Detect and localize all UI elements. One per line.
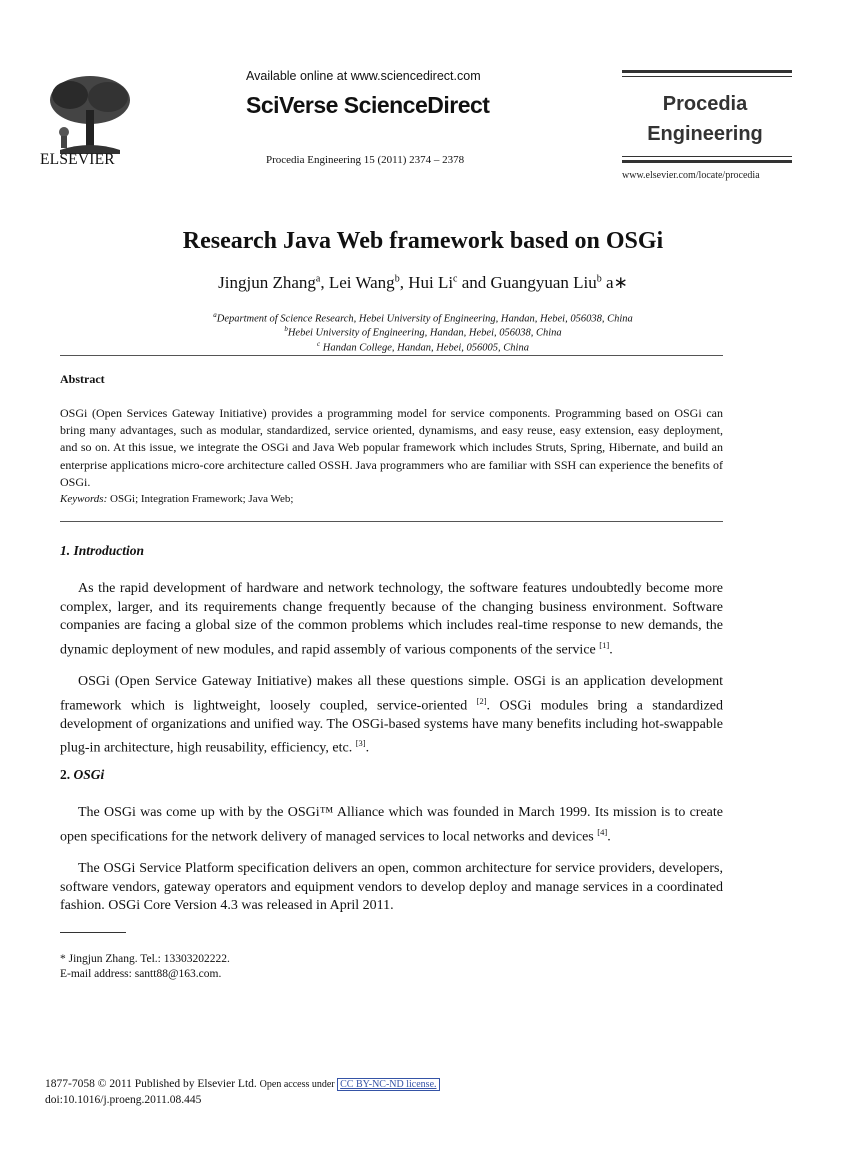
paragraph-text: . OSGi modules bring a standardized development of organizations and unified way. The OSGi-based systems have many benefits including hot-swappable plug-in architecture, high reusability, efficiency, etc.: [60, 698, 723, 756]
author-name: Jingjun Zhang: [218, 273, 316, 292]
paragraph-text: The OSGi was come up with by the OSGi™ Alliance which was founded in March 1999. Its mission is to create open specifications for the network delivery of managed services to local networks and devices: [60, 805, 723, 845]
affiliation-sup: a: [213, 311, 217, 319]
journal-reference: Procedia Engineering 15 (2011) 2374 – 2378: [266, 154, 465, 166]
author-name: Guangyuan Liu: [490, 273, 597, 292]
paragraph: [60, 804, 723, 847]
footnote-line: * Jingjun Zhang. Tel.: 13303202222.: [60, 953, 230, 965]
author-affil-sup: c: [453, 273, 458, 285]
paragraph-text: .: [609, 642, 613, 658]
paragraph-text: As the rapid development of hardware and network technology, the software features undoubtedly become more complex, larger, and its requirements change frequently because of the changing business environment. Software companies are facing a global size of the common problems which includes real-time response to new demands, the dynamic deployment of new modules, and rapid assembly of various components of the service: [60, 581, 723, 658]
available-online: Available online at www.sciencedirect.com: [246, 69, 481, 83]
section-heading: [60, 767, 104, 783]
journal-bottom-rule: [622, 160, 792, 163]
abstract-text: OSGi (Open Services Gateway Initiative) provides a programming model for service components. Programming based on OSGi can bring many advantages, such as modular, standardized, service oriented, dynamisms, and easy reuse, easy extension, easy deployment, and so on. At this issue, we integrate the OSGi and Java Web popular framework which includes Struts, Spring, Hibernate, and build an enterprise applications micro-core architecture called OSSH. Java programmers who are familiar with SSH can experience the benefits of OSGi.: [60, 406, 723, 489]
author-name: Hui Li: [408, 273, 454, 292]
affiliation-text: Department of Science Research, Hebei University of Engineering, Handan, Hebei, 056038, China: [216, 313, 633, 325]
section-number: 2.: [60, 767, 74, 782]
section-heading-text: OSGi: [73, 767, 105, 782]
paragraph: [60, 673, 723, 758]
open-access-text: Open access under: [259, 1079, 338, 1090]
paragraph-text: .: [607, 829, 611, 845]
paper-title: Research Java Web framework based on OSGi: [182, 228, 664, 254]
keywords-label: Keywords:: [60, 493, 108, 505]
citation[interactable]: [1]: [599, 639, 610, 650]
paragraph: The OSGi Service Platform specification delivers an open, common architecture for service providers, developers, software vendors, gateway operators and equipment vendors to develop deploy and manage services in a coordinated fashion. OSGi Core Version 4.3 was released in April 2011.: [60, 861, 723, 913]
affiliation-text: Handan College, Handan, Hebei, 056005, China: [320, 342, 529, 354]
affiliation-sup: c: [317, 340, 321, 348]
paragraph: [60, 580, 723, 660]
journal-bottom-rule-thin: [622, 156, 792, 157]
citation[interactable]: [3]: [355, 738, 366, 749]
paragraph-text: .: [365, 740, 370, 756]
author-affil-sup: a: [315, 273, 321, 285]
affiliation-text: Hebei University of Engineering, Handan, Hebei, 056038, China: [287, 327, 562, 339]
abstract-heading: Abstract: [60, 372, 105, 386]
paragraph-text: OSGi (Open Service Gateway Initiative) makes all these questions simple. OSGi is an application development framework which is lightweight, loosely coupled, service-oriented: [60, 674, 723, 714]
license-link[interactable]: CC BY-NC-ND license.: [337, 1078, 439, 1091]
divider: [60, 521, 723, 522]
journal-title-line1: Procedia: [662, 93, 748, 115]
keywords: [60, 493, 293, 505]
journal-top-rule: [622, 70, 792, 73]
affiliation-sup: b: [284, 325, 288, 333]
doi[interactable]: doi:10.1016/j.proeng.2011.08.445: [45, 1094, 202, 1106]
author-sep: ,: [320, 273, 329, 292]
author-sep: a∗: [601, 273, 628, 292]
footnote-rule: [60, 932, 126, 933]
journal-top-rule-thin: [622, 76, 792, 77]
journal-url: www.elsevier.com/locate/procedia: [622, 170, 760, 181]
sciencedirect-brand: SciVerse ScienceDirect: [246, 92, 490, 118]
journal-title-line2: Engineering: [647, 123, 763, 145]
publisher-logo-text: ELSEVIER: [40, 151, 115, 168]
author-affil-sup: b: [394, 273, 400, 285]
author-affil-sup: b: [596, 273, 602, 285]
author-name: Lei Wang: [328, 273, 395, 292]
citation[interactable]: [4]: [597, 826, 608, 837]
divider: [60, 355, 723, 356]
section-heading-text: 1. Introduction: [60, 543, 145, 558]
section-heading: [60, 543, 144, 559]
journal-title: [622, 89, 788, 149]
keywords-text: OSGi; Integration Framework; Java Web;: [107, 493, 294, 505]
footnote-line: E-mail address: santt88@163.com.: [60, 968, 222, 980]
affiliation: [0, 311, 846, 325]
author-sep: and: [457, 273, 491, 292]
affiliation: [0, 340, 846, 354]
affiliation: [0, 325, 846, 339]
author-sep: ,: [399, 273, 409, 292]
author-list: [0, 273, 846, 293]
citation[interactable]: [2]: [476, 695, 487, 706]
copyright-line: [45, 1078, 440, 1091]
copyright-text: 1877-7058 © 2011 Published by Elsevier Ltd.: [45, 1078, 260, 1090]
